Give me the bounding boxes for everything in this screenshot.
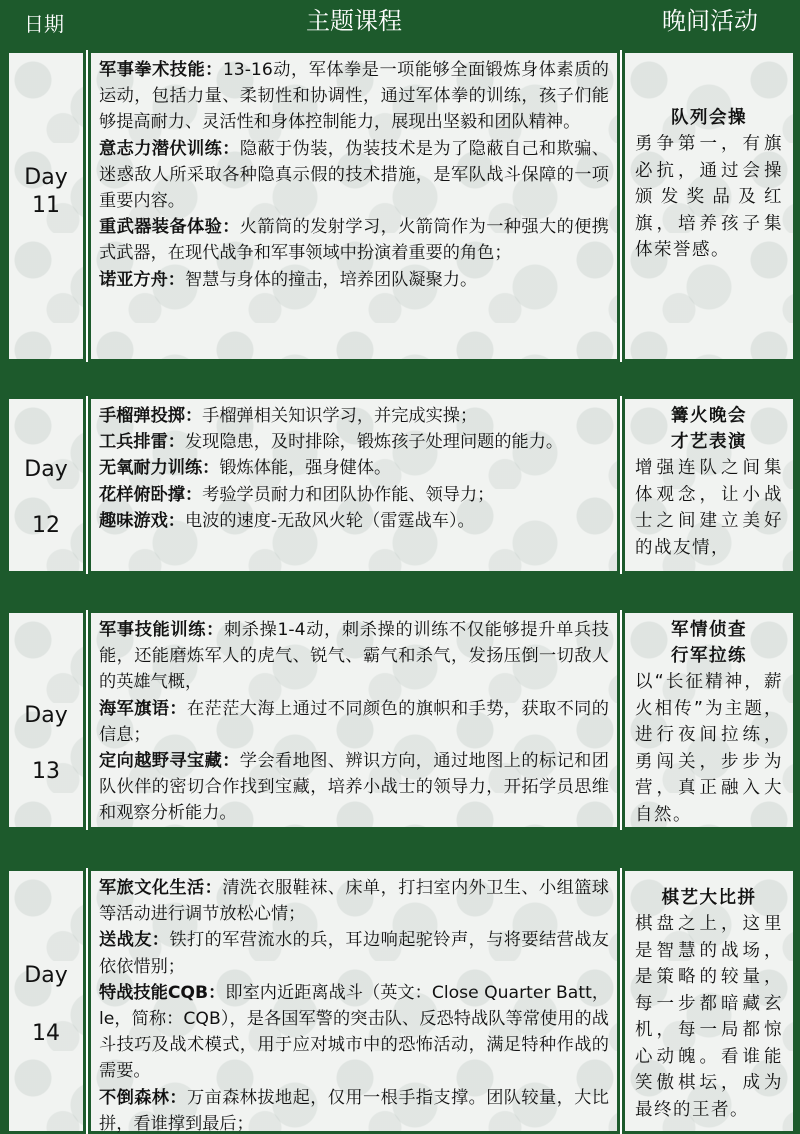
evening-block: [635, 105, 783, 264]
evening-block: [635, 885, 783, 1123]
item-text: 智慧与身体的撞击，培养团队凝聚力。: [184, 269, 478, 290]
day-number: 12: [32, 513, 60, 538]
item-title: 重武器装备体验：: [99, 217, 240, 238]
item-text: 考验学员耐力和团队协作能、领导力；: [202, 484, 495, 505]
item-text: 锻炼体能，强身健体。: [219, 458, 392, 479]
item-text: 电波的速度-无敌风火轮（雷霆战车）。: [184, 510, 475, 531]
evening-cell: [622, 610, 796, 830]
item-title: 手榴弹投掷：: [99, 406, 203, 426]
topic-text: [99, 617, 609, 827]
item-text: 手榴弹相关知识学习，并完成实操；: [202, 406, 478, 426]
evening-title: 篝火晚会: [671, 406, 747, 426]
item-text: 13-16动，军体拳是一项能够全面锻炼身体素质的运动，包括力量、柔韧性和协调性，通过军体拳的训练，孩子们能够提高耐力、灵活性和身体控制能力，展现出坚毅和团队精神。: [99, 60, 609, 133]
item-title: 趣味游戏：: [99, 510, 185, 531]
item-text: 清洗衣服鞋袜、床单，打扫室内外卫生、小组篮球等活动进行调节放松心情；: [99, 878, 609, 925]
topic-text: [99, 875, 609, 1134]
evening-text: 棋盘之上，这里是智慧的战场，是策略的较量，每一步都暗藏玄机，每一局都惊心动魄。看谁能笑傲棋坛，成为最终的王者。: [635, 914, 783, 1120]
row-separator: [0, 574, 800, 610]
day-cell: [6, 50, 86, 362]
evening-column-header: 晚间活动: [662, 7, 758, 35]
evening-text: 勇争第一，有旗必抗，通过会操颁发奖品及红旗，培养孩子集体荣誉感。: [635, 134, 783, 260]
row-separator: [0, 830, 800, 868]
day-number: 13: [32, 759, 60, 784]
evening-title: 军情侦查: [671, 620, 747, 640]
item-title: 海军旗语：: [99, 698, 187, 719]
evening-cell: [622, 50, 796, 362]
item-title: 工兵排雷：: [99, 432, 185, 453]
item-text: 即室内近距离战斗（英文：Close Quarter Batt，le，简称：CQB），是各国军警的突击队、反恐特战队等常使用的战斗技巧及战术模式，用于应对城市中的恐怖活动，满足特种作战的需要。: [99, 982, 610, 1082]
table-row: [6, 610, 796, 830]
item-title: 特战技能CQB：: [99, 982, 226, 1003]
evening-title: 棋艺大比拼: [661, 888, 757, 908]
item-title: 军旅文化生活：: [99, 878, 223, 898]
item-title: 送战友：: [99, 930, 170, 951]
day-label: Day: [24, 165, 68, 190]
table-row: [6, 396, 796, 574]
item-title: 花样俯卧撑：: [99, 484, 203, 505]
item-text: 发现隐患，及时排除，锻炼孩子处理问题的能力。: [184, 432, 564, 453]
evening-text: 以“长征精神，薪火相传”为主题，进行夜间拉练，勇闯关，步步为营，真正融入大自然。: [635, 672, 783, 825]
evening-block: [635, 403, 783, 561]
table-row: [6, 868, 796, 1134]
date-column-header: 日期: [24, 12, 64, 36]
day-cell: [6, 396, 86, 574]
topic-cell: [88, 868, 620, 1134]
evening-cell: [622, 868, 796, 1134]
evening-title: 队列会操: [671, 108, 747, 128]
item-text: 万亩森林拔地起，仅用一根手指支撑。团队较量，大比拼，看谁撑到最后；: [99, 1087, 609, 1134]
item-title: 军事技能训练：: [99, 620, 224, 640]
item-text: 铁打的军营流水的兵，耳边响起驼铃声，与将要结营战友依依惜别；: [99, 930, 609, 977]
topic-text: [99, 403, 609, 534]
evening-title: 才艺表演: [671, 432, 747, 452]
day-label: Day: [24, 703, 68, 728]
evening-block: [635, 617, 783, 828]
item-text: 学会看地图、辨识方向，通过地图上的标记和团队伙伴的密切合作找到宝藏，培养小战士的领导力，开拓学员思维和观察分析能力。: [99, 751, 609, 824]
day-label: Day: [24, 963, 68, 988]
item-title: 军事拳术技能：: [99, 60, 223, 80]
table-row: [6, 50, 796, 362]
item-text: 火箭筒的发射学习，火箭筒作为一种强大的便携式武器，在现代战争和军事领域中扮演着重要的角色；: [99, 217, 609, 264]
item-text: 隐蔽于伪装，伪装技术是为了隐蔽自己和欺骗、迷惑敌人所采取各种隐真示假的技术措施，是军队战斗保障的一项重要内容。: [99, 138, 609, 212]
evening-cell: [622, 396, 796, 574]
topic-cell: [88, 610, 620, 830]
item-title: 定向越野寻宝藏：: [99, 751, 240, 772]
topic-column-header: 主题课程: [306, 7, 402, 35]
item-title: 意志力潜伏训练：: [99, 138, 240, 159]
topic-cell: [88, 50, 620, 362]
day-cell: [6, 610, 86, 830]
day-cell: [6, 868, 86, 1134]
table-header: [0, 0, 800, 44]
day-number: 11: [32, 193, 60, 218]
item-title: 不倒森林：: [99, 1087, 187, 1108]
item-text: 刺杀操1-4动，刺杀操的训练不仅能够提升单兵技能，还能磨炼军人的虎气、锐气、霸气和杀气，发扬压倒一切敌人的英雄气概，: [99, 620, 609, 693]
item-text: 在茫茫大海上通过不同颜色的旗帜和手势，获取不同的信息；: [99, 698, 609, 745]
topic-cell: [88, 396, 620, 574]
item-title: 无氧耐力训练：: [99, 458, 220, 479]
evening-title: 行军拉练: [671, 646, 747, 666]
topic-text: [99, 57, 609, 293]
evening-text: 增强连队之间集体观念，让小战士之间建立美好的战友情，: [635, 458, 783, 558]
day-label: Day: [24, 457, 68, 482]
row-separator: [0, 362, 800, 396]
item-title: 诺亚方舟：: [99, 269, 185, 290]
day-number: 14: [32, 1021, 60, 1046]
